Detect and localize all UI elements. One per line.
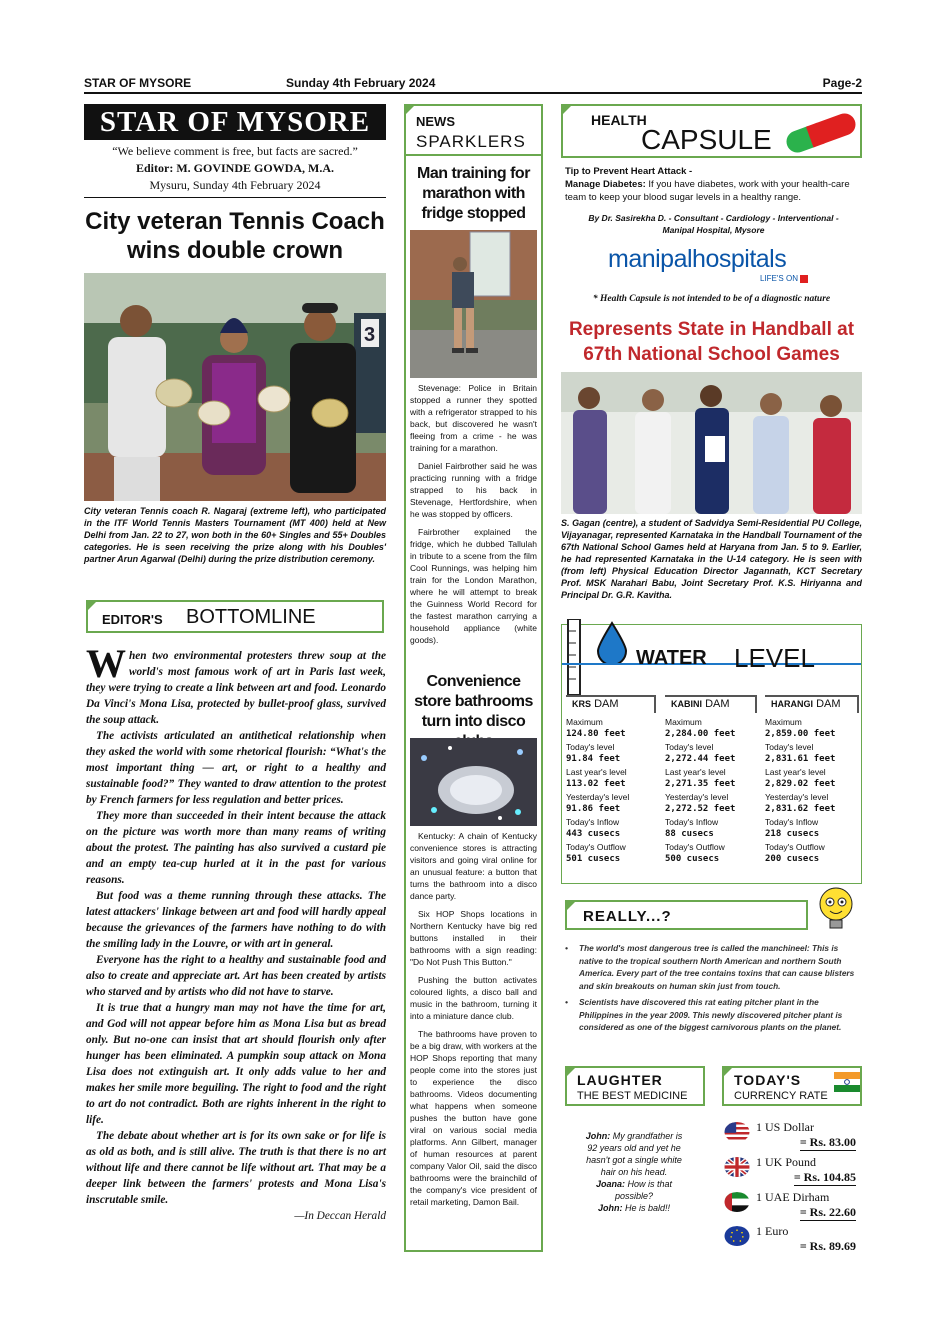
health-byline: [565, 212, 862, 236]
header-page: Page-2: [822, 76, 862, 90]
really-header: [565, 900, 808, 930]
news-paragraph: Kentucky: A chain of Kentucky convenience stores is attracting visitors and going viral online for an unusual feature: a button that turns the bathroom into a disco dance party.: [410, 831, 537, 901]
currency-row: [722, 1188, 862, 1222]
currency-row: [722, 1153, 862, 1187]
tennis-court-number: 3: [364, 324, 376, 346]
joke-speaker: John:: [597, 1203, 623, 1213]
health-tip-text: If you have diabetes, work with your health-care team to keep your blood sugar levels in a healthy range.: [565, 179, 850, 203]
editorial-paragraph: But food was a theme running through these attacks. The latest attackers' linkage between art and food will hardly appeal because the grievances of the farmers have nothing to do with the smiling lady in the Louvre, or with art in general.: [86, 890, 386, 950]
dam-name: KRS: [572, 699, 592, 709]
dam-value: 113.02 feet: [566, 779, 626, 789]
handball-caption-text: (centre), a student of Sadvidya Semi-Residential PU College, Vijayanagar, represented Karnataka in the Handball Tournament of the 67th National School Games held at Haryana from Jan. 5 to 9. Earlier, he had represented Karnataka in the U-14 category. He is seen with (from left) Physical Education Director Jagannath, KCT Secretary Prof. MSK Narahari Babu, Joint Secretary Prof. K.S. Hiriyanna and Principal Dr. G.R. Kavitha.: [561, 518, 863, 600]
water-label-bold: WATER: [636, 647, 707, 669]
dam-label: Last year's level: [765, 767, 826, 777]
currency-unit: 1 Euro: [756, 1224, 789, 1238]
health-tip: [565, 165, 862, 204]
tennis-headline-line1: City veteran Tennis Coach: [85, 208, 385, 235]
dam-label: Maximum: [665, 717, 702, 727]
uk-flag-icon: [722, 1157, 752, 1177]
uae-flag-icon: [722, 1192, 752, 1212]
logo-tag-text: LIFE'S ON: [760, 274, 798, 283]
news-paragraph: Stevenage: Police in Britain stopped a runner they spotted with a refrigerator strapped to his back, but discovered he wasn't fleeing from a crime - he was training for a marathon.: [410, 383, 537, 453]
dam-label: Today's Outflow: [566, 842, 626, 852]
currency-unit: 1 UAE Dirham: [756, 1190, 830, 1204]
dam-value: 2,829.02 feet: [765, 779, 836, 789]
dam-value: 443 cusecs: [566, 829, 621, 839]
health-tip-title: Tip to Prevent Heart Attack -: [565, 166, 693, 177]
currency-label-bold: TODAY'S: [734, 1072, 802, 1088]
joke-text: My grandfather is 92 years old and yet he hasn't got a single white hair on his head.: [586, 1131, 683, 1177]
editorial-label: BOTTOMLINE: [186, 606, 316, 628]
news-paragraph: The bathrooms have proven to be a big draw, with workers at the HOP Shops reporting that many people come into the stores just to experience the disco bathrooms. Videos documenting what happens when someone pushes the button have gone viral on various social media platforms. Ann Gilbert, manager of human resources at parent company Valor Oil, said the disco bathrooms were the brainchild of the company's vice president of retail marketing, Damon Bail.: [410, 1029, 537, 1207]
tennis-headline: [84, 207, 386, 265]
currency-label: CURRENCY RATE: [734, 1090, 828, 1102]
masthead-editor: Editor: M. GOVINDE GOWDA, M.A.: [136, 161, 334, 175]
news-label-bold: NEWS: [416, 114, 455, 129]
tennis-caption: City veteran Tennis coach R. Nagaraj (extreme left), who participated in the ITF World Tennis Masters Tournament (MT 400) held at New Delhi from Jan. 22 to 27, won both in the 60+ Singles and 55+ Doubles categories. He is seen receiving the prize along with his Doubles' partner Arun Agarwal (Delhi) during the prize distribution ceremony.: [84, 506, 386, 564]
dam-value: 2,284.00 feet: [665, 729, 736, 739]
editorial-paragraph: The activists articulated an antithetical relationship when they asked the world with some rhetorical flourish: “What's the most important thing — art, or right to a healthy and sustainable food?” They wanted to draw attention to the protest by French farmers for less regulation and better prices.: [86, 730, 386, 806]
news-story2-body: [410, 830, 537, 1214]
currency-value: = Rs. 83.00: [799, 1135, 856, 1149]
dam-name: HARANGI: [771, 699, 813, 709]
dam-label: Today's level: [665, 742, 714, 752]
currency-unit: 1 UK Pound: [756, 1155, 817, 1169]
us-flag-icon: [722, 1122, 752, 1142]
dam-label: Today's level: [765, 742, 814, 752]
dam-label: Yesterday's level: [765, 792, 829, 802]
really-item: • Scientists have discovered this rat eating pitcher plant in the Philippines in the year 2009. This newly discovered pitcher plant is considered as one of the biggest carnivorous plants on the planet.: [565, 997, 843, 1032]
manipal-logo-tag: [760, 274, 808, 283]
news-story2-headline: Convenience store bathrooms turn into disco: [414, 673, 533, 730]
currency-header: [722, 1066, 862, 1106]
joke-text: How is that possible?: [614, 1179, 673, 1201]
dam-value: 2,831.61 feet: [765, 754, 836, 764]
currency-rates: [722, 1118, 862, 1253]
disco-bathroom-photo: [410, 738, 537, 826]
page-header: [84, 76, 862, 94]
editorial-paragraph: It is true that a hungry man may not have the time for art, and God will not appear before him as Mona Lisa but as bread only. But no-one can insist that art should flourish only after hunger has been eliminated. A pumpkin soup attack on Mona Lisa does not extinguish art. It only adds value to her and makes her smile more beguiling. The right to food and the right to art do not contradict. Both are rights inherent in the right to life.: [86, 1002, 386, 1126]
lightbulb-icon: [814, 884, 858, 934]
masthead-info: [84, 143, 386, 194]
dam-value: 218 cusecs: [765, 829, 820, 839]
currency-unit: 1 US Dollar: [756, 1120, 814, 1134]
laughter-label-bold: LAUGHTER: [577, 1072, 663, 1088]
dam-label: Yesterday's level: [665, 792, 729, 802]
dam-label: Maximum: [566, 717, 603, 727]
health-byline-line1: By Dr. Sasirekha D. - Consultant - Cardiology - Interventional -: [588, 213, 839, 223]
dam-value: 501 cusecs: [566, 854, 621, 864]
water-label: LEVEL: [734, 643, 815, 673]
dam-harangi: [765, 695, 859, 865]
health-tip-lead: Manage Diabetes:: [565, 179, 646, 190]
health-label-bold: HEALTH: [591, 112, 647, 128]
dam-label: Today's Inflow: [765, 817, 819, 827]
header-paper: STAR OF MYSORE: [84, 76, 192, 90]
joke-line: [583, 1130, 685, 1178]
joke-line: [583, 1178, 685, 1202]
dam-krs: [566, 695, 656, 865]
dam-suffix: DAM: [705, 698, 730, 710]
dam-value: 91.86 feet: [566, 804, 621, 814]
dam-name: KABINI: [671, 699, 702, 709]
health-header: [561, 104, 862, 158]
dam-value: 124.80 feet: [566, 729, 626, 739]
handball-caption: [561, 517, 862, 601]
editorial-source: —In Deccan Herald: [294, 1210, 386, 1222]
gauge-icon: [566, 619, 600, 699]
really-list: [565, 942, 862, 1034]
dam-value: 91.84 feet: [566, 754, 621, 764]
dam-value: 2,271.35 feet: [665, 779, 736, 789]
header-date: Sunday 4th February 2024: [286, 76, 436, 90]
editorial-drop-cap: W: [86, 641, 126, 686]
really-item-text: Scientists have discovered this rat eating pitcher plant in the Philippines in the year 2009. This newly discovered pitcher plant is considered as one of the biggest carnivorous plants on the planet.: [579, 997, 843, 1032]
laughter-header: [565, 1066, 705, 1106]
currency-row: [722, 1222, 862, 1256]
dam-label: Last year's level: [566, 767, 627, 777]
dam-value: 2,859.00 feet: [765, 729, 836, 739]
editorial-paragraph: Everyone has the right to a healthy and sustainable food and also to create and appreciate art. Art has been created by artists who starved and by artists who did not have to starve.: [86, 954, 386, 998]
dam-value: 2,831.62 feet: [765, 804, 836, 814]
dam-value: 88 cusecs: [665, 829, 714, 839]
handball-headline-line2: 67th National School Games: [583, 344, 840, 365]
currency-value: = Rs. 89.69: [799, 1239, 856, 1253]
news-column: [404, 104, 543, 1252]
manipal-logo: manipalhospitals: [608, 245, 787, 273]
news-paragraph: Six HOP Shops locations in Northern Kentucky have big red buttons installed in their bathrooms with a sign reading: "Do Not Push This Button.": [410, 909, 537, 967]
dam-label: Today's Inflow: [566, 817, 620, 827]
currency-value: = Rs. 104.85: [793, 1170, 856, 1184]
news-paragraph: Daniel Fairbrother said he was practicing running with a fridge strapped to his back in Stevenage, Hertfordshire, when he was stopped by officers.: [410, 461, 537, 519]
editorial-body: [86, 641, 386, 1224]
dam-label: Last year's level: [665, 767, 726, 777]
dam-label: Today's Inflow: [665, 817, 719, 827]
editorial-paragraph: hen two environmental protesters threw soup at the world's most famous work of art in Paris last week, they were trying to create a link between art and food. Leonardo Da Vinci's Mona Lisa, protected by bullet-proof glass, survived the soup attack.: [86, 650, 386, 726]
joke-speaker: Joana:: [595, 1179, 625, 1189]
capsule-pill-icon: [779, 110, 863, 156]
tennis-photo: [84, 273, 386, 501]
dam-suffix: DAM: [594, 698, 619, 710]
currency-value: = Rs. 22.60: [799, 1205, 856, 1219]
handball-headline: [561, 317, 862, 367]
joke-line: [583, 1202, 685, 1214]
editorial-paragraph: They more than succeeded in their intent because the attack on the picture was worth more than many reams of writing about the protest. The painting has also survived a custard pie and an empty tea-cup hurled at it in the past for various reasons.: [86, 810, 386, 886]
handball-photo: [561, 372, 862, 514]
news-header: [406, 106, 541, 156]
plus-icon: [800, 275, 808, 283]
editorial-label-bold: EDITOR'S: [102, 612, 163, 627]
dam-label: Yesterday's level: [566, 792, 630, 802]
dam-label: Today's Outflow: [765, 842, 825, 852]
laughter-label: THE BEST MEDICINE: [577, 1090, 688, 1102]
joke: [583, 1130, 685, 1214]
dam-value: 500 cusecs: [665, 854, 720, 864]
editorial-paragraph: The debate about whether art is for its own sake or for life is as old as both, and is still alive. The truth is that there is no art without life and there cannot be life without art. That may be a deeper link between the farmers' protests and Mona Lisa's inscrutable smile.: [86, 1130, 386, 1206]
water-drop-icon: [596, 621, 628, 665]
handball-headline-line1: Represents State in Handball at: [568, 319, 855, 340]
masthead-motto: “We believe comment is free, but facts are sacred.”: [112, 144, 358, 158]
dam-value: 2,272.44 feet: [665, 754, 736, 764]
dam-kabini: [665, 695, 757, 865]
news-label: SPARKLERS: [416, 132, 526, 151]
joke-text: He is bald!!: [624, 1203, 671, 1213]
fridge-runner-photo: [410, 230, 537, 378]
eu-flag-icon: [722, 1226, 752, 1246]
india-flag-icon: [834, 1072, 860, 1092]
masthead-title: STAR OF MYSORE: [84, 104, 386, 140]
water-level-box: [561, 624, 862, 884]
news-story1-headline: Man training for marathon with fridge stopped: [417, 165, 530, 222]
masthead-dateline: Mysuru, Sunday 4th February 2024: [149, 178, 321, 192]
really-item-text: The world's most dangerous tree is called the manchineel: This is native to the tropical southern North American and northern South America. Every part of the tree contains toxins that can cause blisters and skin breakouts on human skin just from touch.: [579, 943, 855, 991]
dam-label: Today's Outflow: [665, 842, 725, 852]
news-paragraph: Fairbrother explained the fridge, which he dubbed Tallulah in tribute to a scene from the film Cool Runnings, was helping him train for the London Marathon, where he will attempt to break the Guinness World Record for the fastest marathon carrying a household appliance (white goods).: [410, 527, 537, 645]
currency-row: [722, 1118, 862, 1152]
health-label: CAPSULE: [641, 124, 772, 155]
health-byline-line2: Manipal Hospital, Mysore: [662, 225, 765, 235]
dam-label: Maximum: [765, 717, 802, 727]
joke-speaker: John:: [585, 1131, 611, 1141]
health-disclaimer: * Health Capsule is not intended to be of a diagnostic nature: [592, 294, 831, 304]
really-label: REALLY...?: [583, 908, 672, 925]
dam-label: Today's level: [566, 742, 615, 752]
news-story1-body: [410, 382, 537, 652]
dam-value: 2,272.52 feet: [665, 804, 736, 814]
really-item: • The world's most dangerous tree is called the manchineel: This is native to the tropical southern North American and northern South America. Every part of the tree contains toxins that can cause blisters and skin breakouts on human skin just from touch.: [565, 943, 855, 991]
tennis-headline-line2: wins double crown: [126, 237, 343, 264]
dam-suffix: DAM: [816, 698, 841, 710]
handball-caption-lead: S. Gagan: [561, 518, 601, 528]
editorial-header: [86, 600, 384, 633]
news-paragraph: Pushing the button activates coloured lights, a disco ball and music in the bathroom, turning it into a miniature dance club.: [410, 975, 537, 1021]
dam-value: 200 cusecs: [765, 854, 820, 864]
